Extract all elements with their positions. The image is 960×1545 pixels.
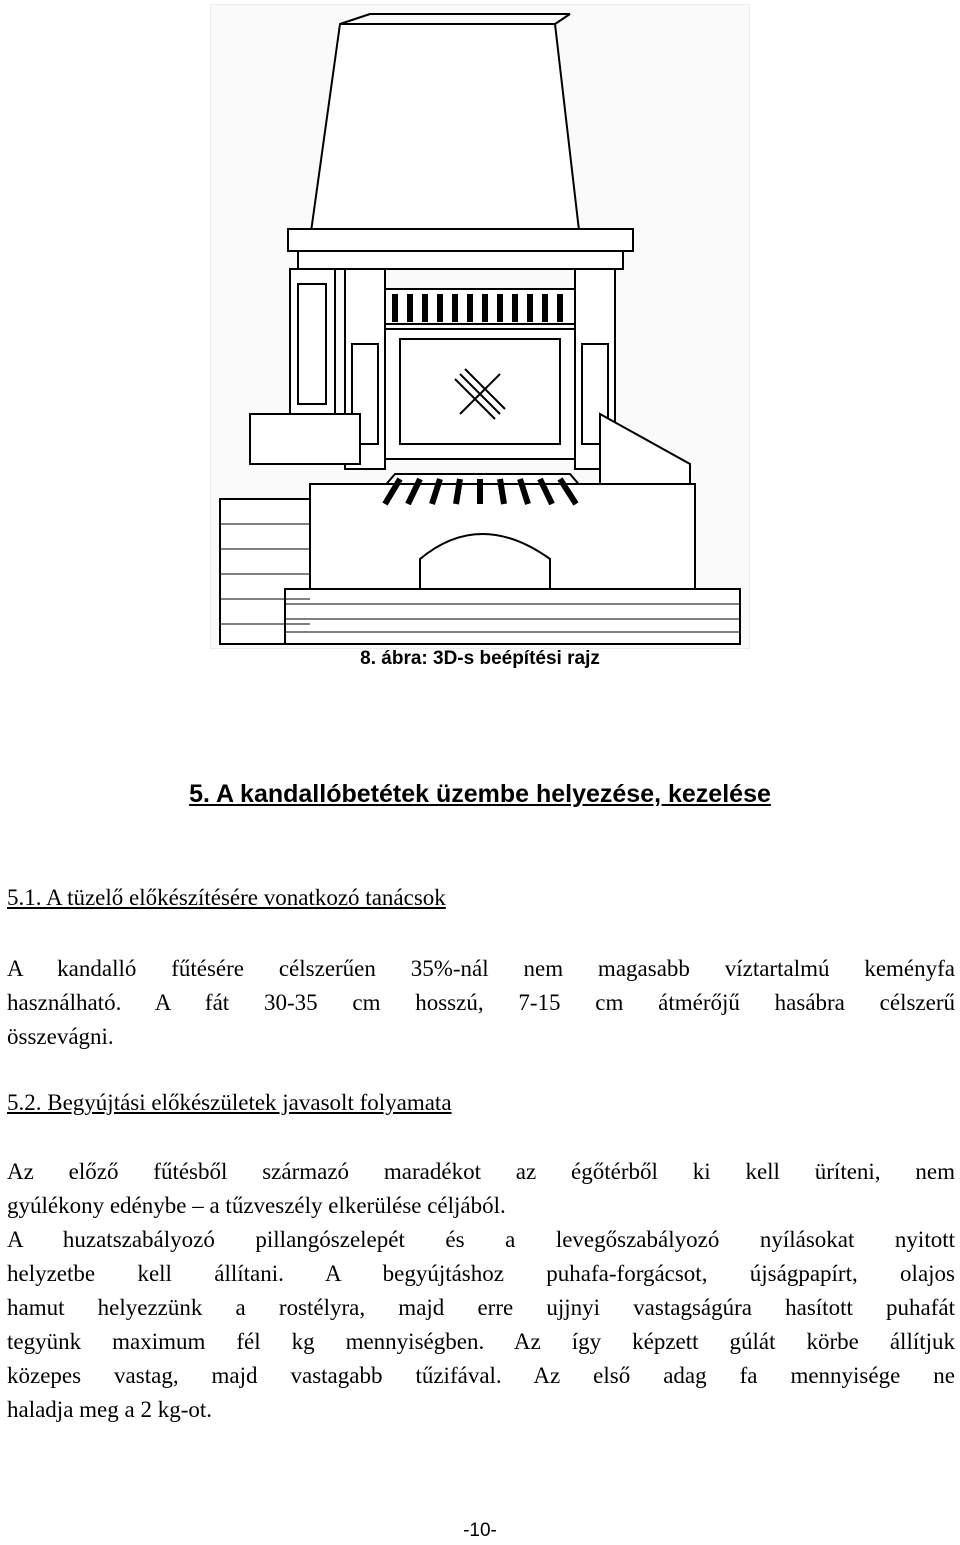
text-line: közepes vastag, majd vastagabb tűzifával. Az első adag fa mennyisége ne <box>7 1363 955 1388</box>
text-line: hamut helyezzünk a rostélyra, majd erre ujjnyi vastagságúra hasított puhafát <box>7 1295 955 1320</box>
page-number: -10- <box>463 1520 497 1541</box>
text-line: helyzetbe kell állítani. A begyújtáshoz puhafa-forgácsot, újságpapírt, olajos <box>7 1261 955 1286</box>
text-line: használható. A fát 30-35 cm hosszú, 7-15 cm átmérőjű hasábra célszerű <box>7 990 955 1015</box>
text-line: A huzatszabályozó pillangószelepét és a levegőszabályozó nyílásokat nyitott <box>7 1227 955 1252</box>
text-line: haladja meg a 2 kg-ot. <box>7 1397 213 1422</box>
section-title: 5. A kandallóbetétek üzembe helyezése, kezelése <box>189 780 771 808</box>
paragraph-5-2-b <box>7 1223 955 1427</box>
subsection-title-5-2: 5.2. Begyújtási előkészületek javasolt folyamata <box>7 1090 452 1115</box>
fireplace-3d-drawing-icon <box>210 4 750 649</box>
paragraph-5-1 <box>7 952 955 1054</box>
figure-caption: 8. ábra: 3D-s beépítési rajz <box>360 648 600 669</box>
text-line: összevágni. <box>7 1024 114 1049</box>
subsection-title-5-1: 5.1. A tüzelő előkészítésére vonatkozó tanácsok <box>7 885 446 910</box>
text-line: A kandalló fűtésére célszerűen 35%-nál nem magasabb víztartalmú keményfa <box>7 956 955 981</box>
paragraph-5-2-a <box>7 1155 955 1223</box>
text-line: gyúlékony edénybe – a tűzveszély elkerülése céljából. <box>7 1193 506 1218</box>
fireplace-figure <box>210 4 750 649</box>
text-line: Az előző fűtésből származó maradékot az égőtérből ki kell üríteni, nem <box>7 1159 955 1184</box>
text-line: tegyünk maximum fél kg mennyiségben. Az így képzett gúlát körbe állítjuk <box>7 1329 955 1354</box>
